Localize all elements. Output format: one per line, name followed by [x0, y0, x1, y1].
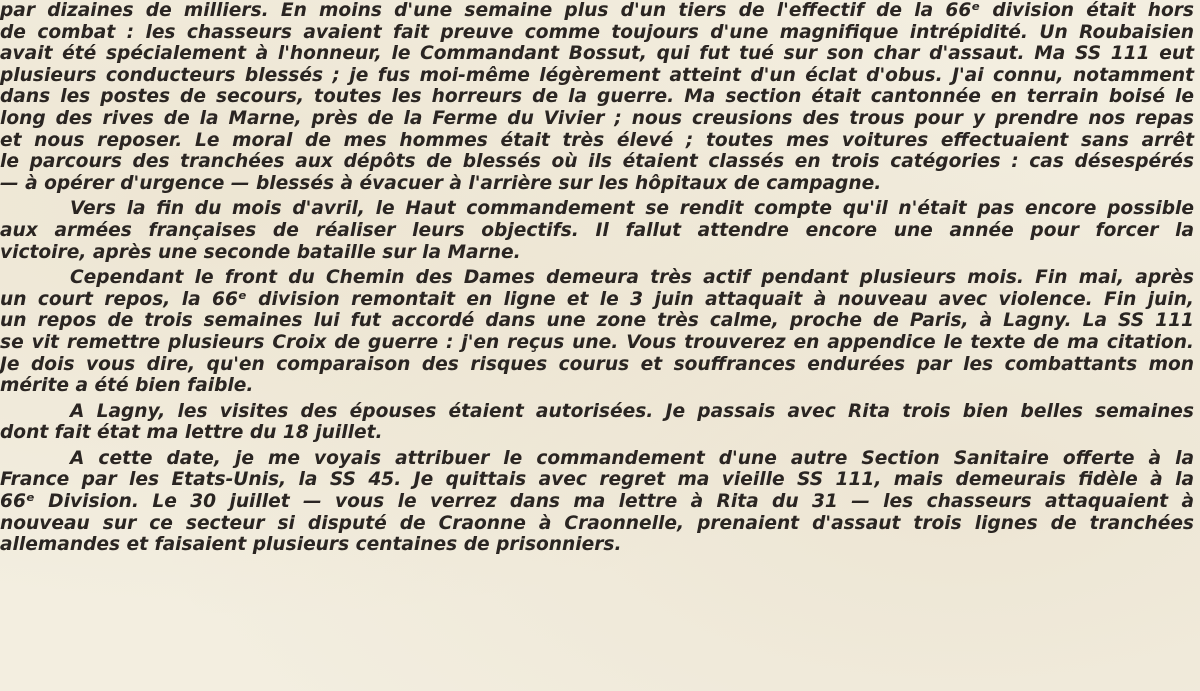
text-line: allemandes et faisaient plusieurs centaines de prisonniers.	[0, 534, 622, 556]
text-line: de combat : les chasseurs avaient fait preuve comme toujours d'une magnifique intrépidité. Un Roubaisien	[0, 21, 1194, 43]
text-line: plusieurs conducteurs blessés ; je fus moi-même légèrement atteint d'un éclat d'obus. J'ai connu, notamment	[0, 64, 1194, 86]
text-line: un court repos, la 66ᵉ division remontait en ligne et le 3 juin attaquait à nouveau avec violence. Fin juin,	[0, 288, 1194, 310]
text-line: mérite a été bien faible.	[0, 375, 254, 397]
paragraph-2	[0, 198, 1200, 263]
text-line: Vers la fin du mois d'avril, le Haut commandement se rendit compte qu'il n'était pas encore possible	[70, 198, 1194, 220]
text-line: A cette date, je me voyais attribuer le commandement d'une autre Section Sanitaire offerte à la	[70, 447, 1194, 469]
text-line: se vit remettre plusieurs Croix de guerre : j'en reçus une. Vous trouverez en appendice le texte de ma citation.	[0, 331, 1194, 353]
text-line: A Lagny, les visites des épouses étaient autorisées. Je passais avec Rita trois bien belles semaines	[70, 400, 1194, 422]
text-line: victoire, après une seconde bataille sur la Marne.	[0, 241, 521, 263]
text-line: le parcours des tranchées aux dépôts de blessés où ils étaient classés en trois catégories : cas désespérés	[0, 151, 1194, 173]
text-line: Cependant le front du Chemin des Dames demeura très actif pendant plusieurs mois. Fin mai, après	[70, 267, 1194, 289]
text-line: France par les Etats-Unis, la SS 45. Je quittais avec regret ma vieille SS 111, mais demeurais fidèle à la	[0, 469, 1194, 491]
text-line: et nous reposer. Le moral de mes hommes était très élevé ; toutes mes voitures effectuaient sans arrêt	[0, 129, 1194, 151]
paragraph-3	[0, 267, 1200, 397]
text-line: 66ᵉ Division. Le 30 juillet — vous le verrez dans ma lettre à Rita du 31 — les chasseurs attaquaient à	[0, 491, 1194, 513]
paragraph-4	[0, 401, 1200, 444]
text-line: par dizaines de milliers. En moins d'une semaine plus d'un tiers de l'effectif de la 66ᵉ division était hors	[0, 0, 1194, 21]
text-line: dont fait état ma lettre du 18 juillet.	[0, 422, 383, 444]
text-line: nouveau sur ce secteur si disputé de Craonne à Craonnelle, prenaient d'assaut trois lignes de tranchées	[0, 512, 1194, 534]
text-line: — à opérer d'urgence — blessés à évacuer à l'arrière sur les hôpitaux de campagne.	[0, 172, 882, 194]
text-line: long des rives de la Marne, près de la Ferme du Vivier ; nous creusions des trous pour y prendre nos repas	[0, 107, 1194, 129]
text-line: avait été spécialement à l'honneur, le Commandant Bossut, qui fut tué sur son char d'assaut. Ma SS 111 eut	[0, 43, 1194, 65]
paragraph-1	[0, 0, 1200, 194]
text-line: un repos de trois semaines lui fut accordé dans une zone très calme, proche de Paris, à Lagny. La SS 111	[0, 310, 1194, 332]
text-line: aux armées françaises de réaliser leurs objectifs. Il fallut attendre encore une année pour forcer la	[0, 219, 1194, 241]
paragraph-5	[0, 448, 1200, 556]
text-line: dans les postes de secours, toutes les horreurs de la guerre. Ma section était cantonnée en terrain boisé le	[0, 86, 1194, 108]
text-line: Je dois vous dire, qu'en comparaison des risques courus et souffrances endurées par les combattants mon	[0, 353, 1194, 375]
